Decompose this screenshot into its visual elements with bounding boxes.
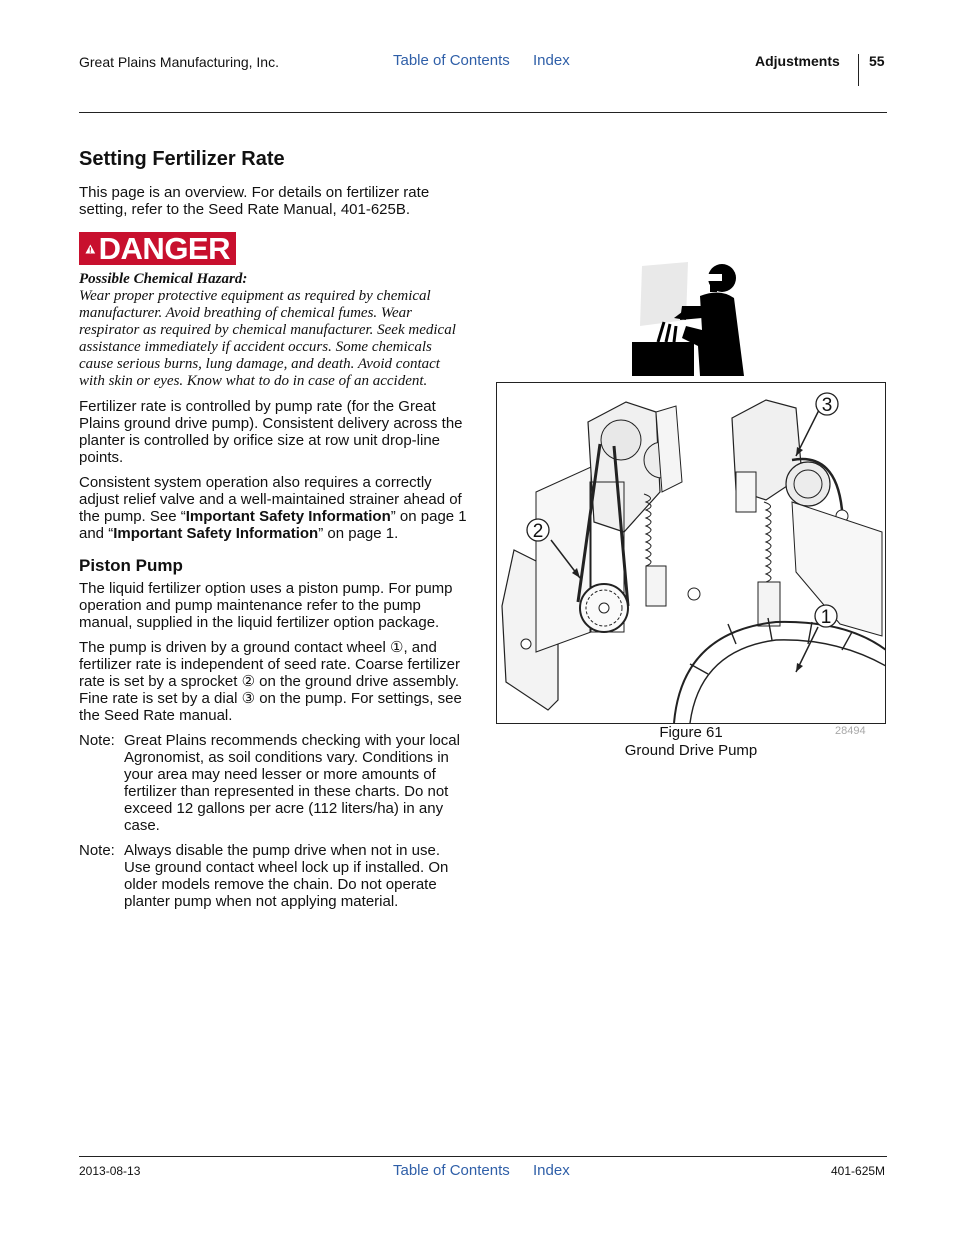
figure-number: Figure 61 — [659, 724, 723, 741]
rate-dial — [786, 462, 830, 506]
note-2 — [79, 842, 469, 910]
safety-text-1: Consistent system operation also requires a correctly adjust relief valve and a well-maintained strainer ahead of the pump. See “ — [79, 474, 462, 525]
note-text: Great Plains recommends checking with your local Agronomist, as soil conditions vary. Conditions in your area may need lesser or more amounts of fertilizer than represented in these charts. Do not exceed 12 gallons per acre (112 liters/ha) in any case. — [124, 732, 460, 834]
safety-ref-link-2[interactable]: Important Safety Information — [113, 525, 319, 542]
note-label: Note: — [79, 842, 115, 859]
pump-rate-paragraph: Fertilizer rate is controlled by pump rate (for the Great Plains ground drive pump). Consistent delivery across the planter is controlled by orifice size at row unit drop-line points. — [79, 398, 463, 466]
hazard-text: Wear proper protective equipment as required by chemical manufacturer. Avoid breathing of chemical fumes. Wear respirator as required by chemical manufacturer. Seek medical assistance immediately if accident occurs. Some chemicals cause serious burns, lung damage, and death. Avoid contact with skin or eyes. Know what to do in case of an accident. — [79, 288, 456, 389]
danger-label — [79, 232, 236, 265]
footer-toc-link[interactable]: Table of Contents — [393, 1162, 510, 1179]
piston-pump-paragraph: The liquid fertilizer option uses a piston pump. For pump operation and pump maintenance refer to the pump manual, supplied in the liquid fertilizer option package. — [79, 580, 453, 631]
image-number: 28494 — [835, 725, 866, 737]
safety-ref-link-1[interactable]: Important Safety Information — [185, 508, 391, 525]
safety-text-3: ” on page 1. — [318, 525, 399, 542]
section-name: Adjustments — [755, 53, 840, 69]
intro-paragraph: This page is an overview. For details on fertilizer rate setting, refer to the Seed Rate Manual, 401-625B. — [79, 184, 430, 218]
figure-title: Ground Drive Pump — [624, 742, 758, 759]
footer-index-link[interactable]: Index — [533, 1162, 570, 1179]
left-column — [79, 148, 469, 910]
footer-doc-number: 401-625M — [831, 1164, 886, 1178]
protective-equipment-pictogram — [628, 262, 746, 378]
warning-triangle-icon — [85, 238, 96, 260]
danger-word: DANGER — [98, 230, 230, 266]
drive-paragraph: The pump is driven by a ground contact wheel ①, and fertilizer rate is independent of seed rate. Coarse fertilizer rate is set by a sprocket ② on the ground drive assembly. Fine rate is set by a dial ③ on the pump. For settings, see the Seed Rate manual. — [79, 639, 462, 724]
safety-text-2: ” on page 1 and “ — [79, 508, 467, 542]
section-subtitle: Piston Pump — [79, 556, 183, 575]
note-text: Always disable the pump drive when not in use. Use ground contact wheel lock up if installed. On older models remove the chain. Do not operate planter pump when not applying material. — [124, 842, 449, 910]
callout-1: 1 — [820, 607, 832, 628]
index-link[interactable]: Index — [533, 52, 570, 69]
figure-caption — [596, 724, 786, 760]
footer-date: 2013-08-13 — [79, 1164, 141, 1178]
note-1 — [79, 732, 469, 834]
header-divider — [858, 54, 859, 86]
page-number: 55 — [869, 53, 885, 69]
company-name: Great Plains Manufacturing, Inc. — [79, 54, 279, 70]
note-label: Note: — [79, 732, 115, 749]
callout-2: 2 — [532, 521, 544, 542]
ground-drive-pump-illustration — [496, 382, 886, 724]
safety-paragraph — [79, 474, 469, 542]
callout-3: 3 — [821, 395, 833, 416]
footer-rule — [79, 1156, 887, 1157]
toc-link[interactable]: Table of Contents — [393, 52, 510, 69]
hazard-heading: Possible Chemical Hazard: — [79, 271, 248, 287]
header-rule — [79, 112, 887, 113]
page-title: Setting Fertilizer Rate — [79, 148, 285, 170]
